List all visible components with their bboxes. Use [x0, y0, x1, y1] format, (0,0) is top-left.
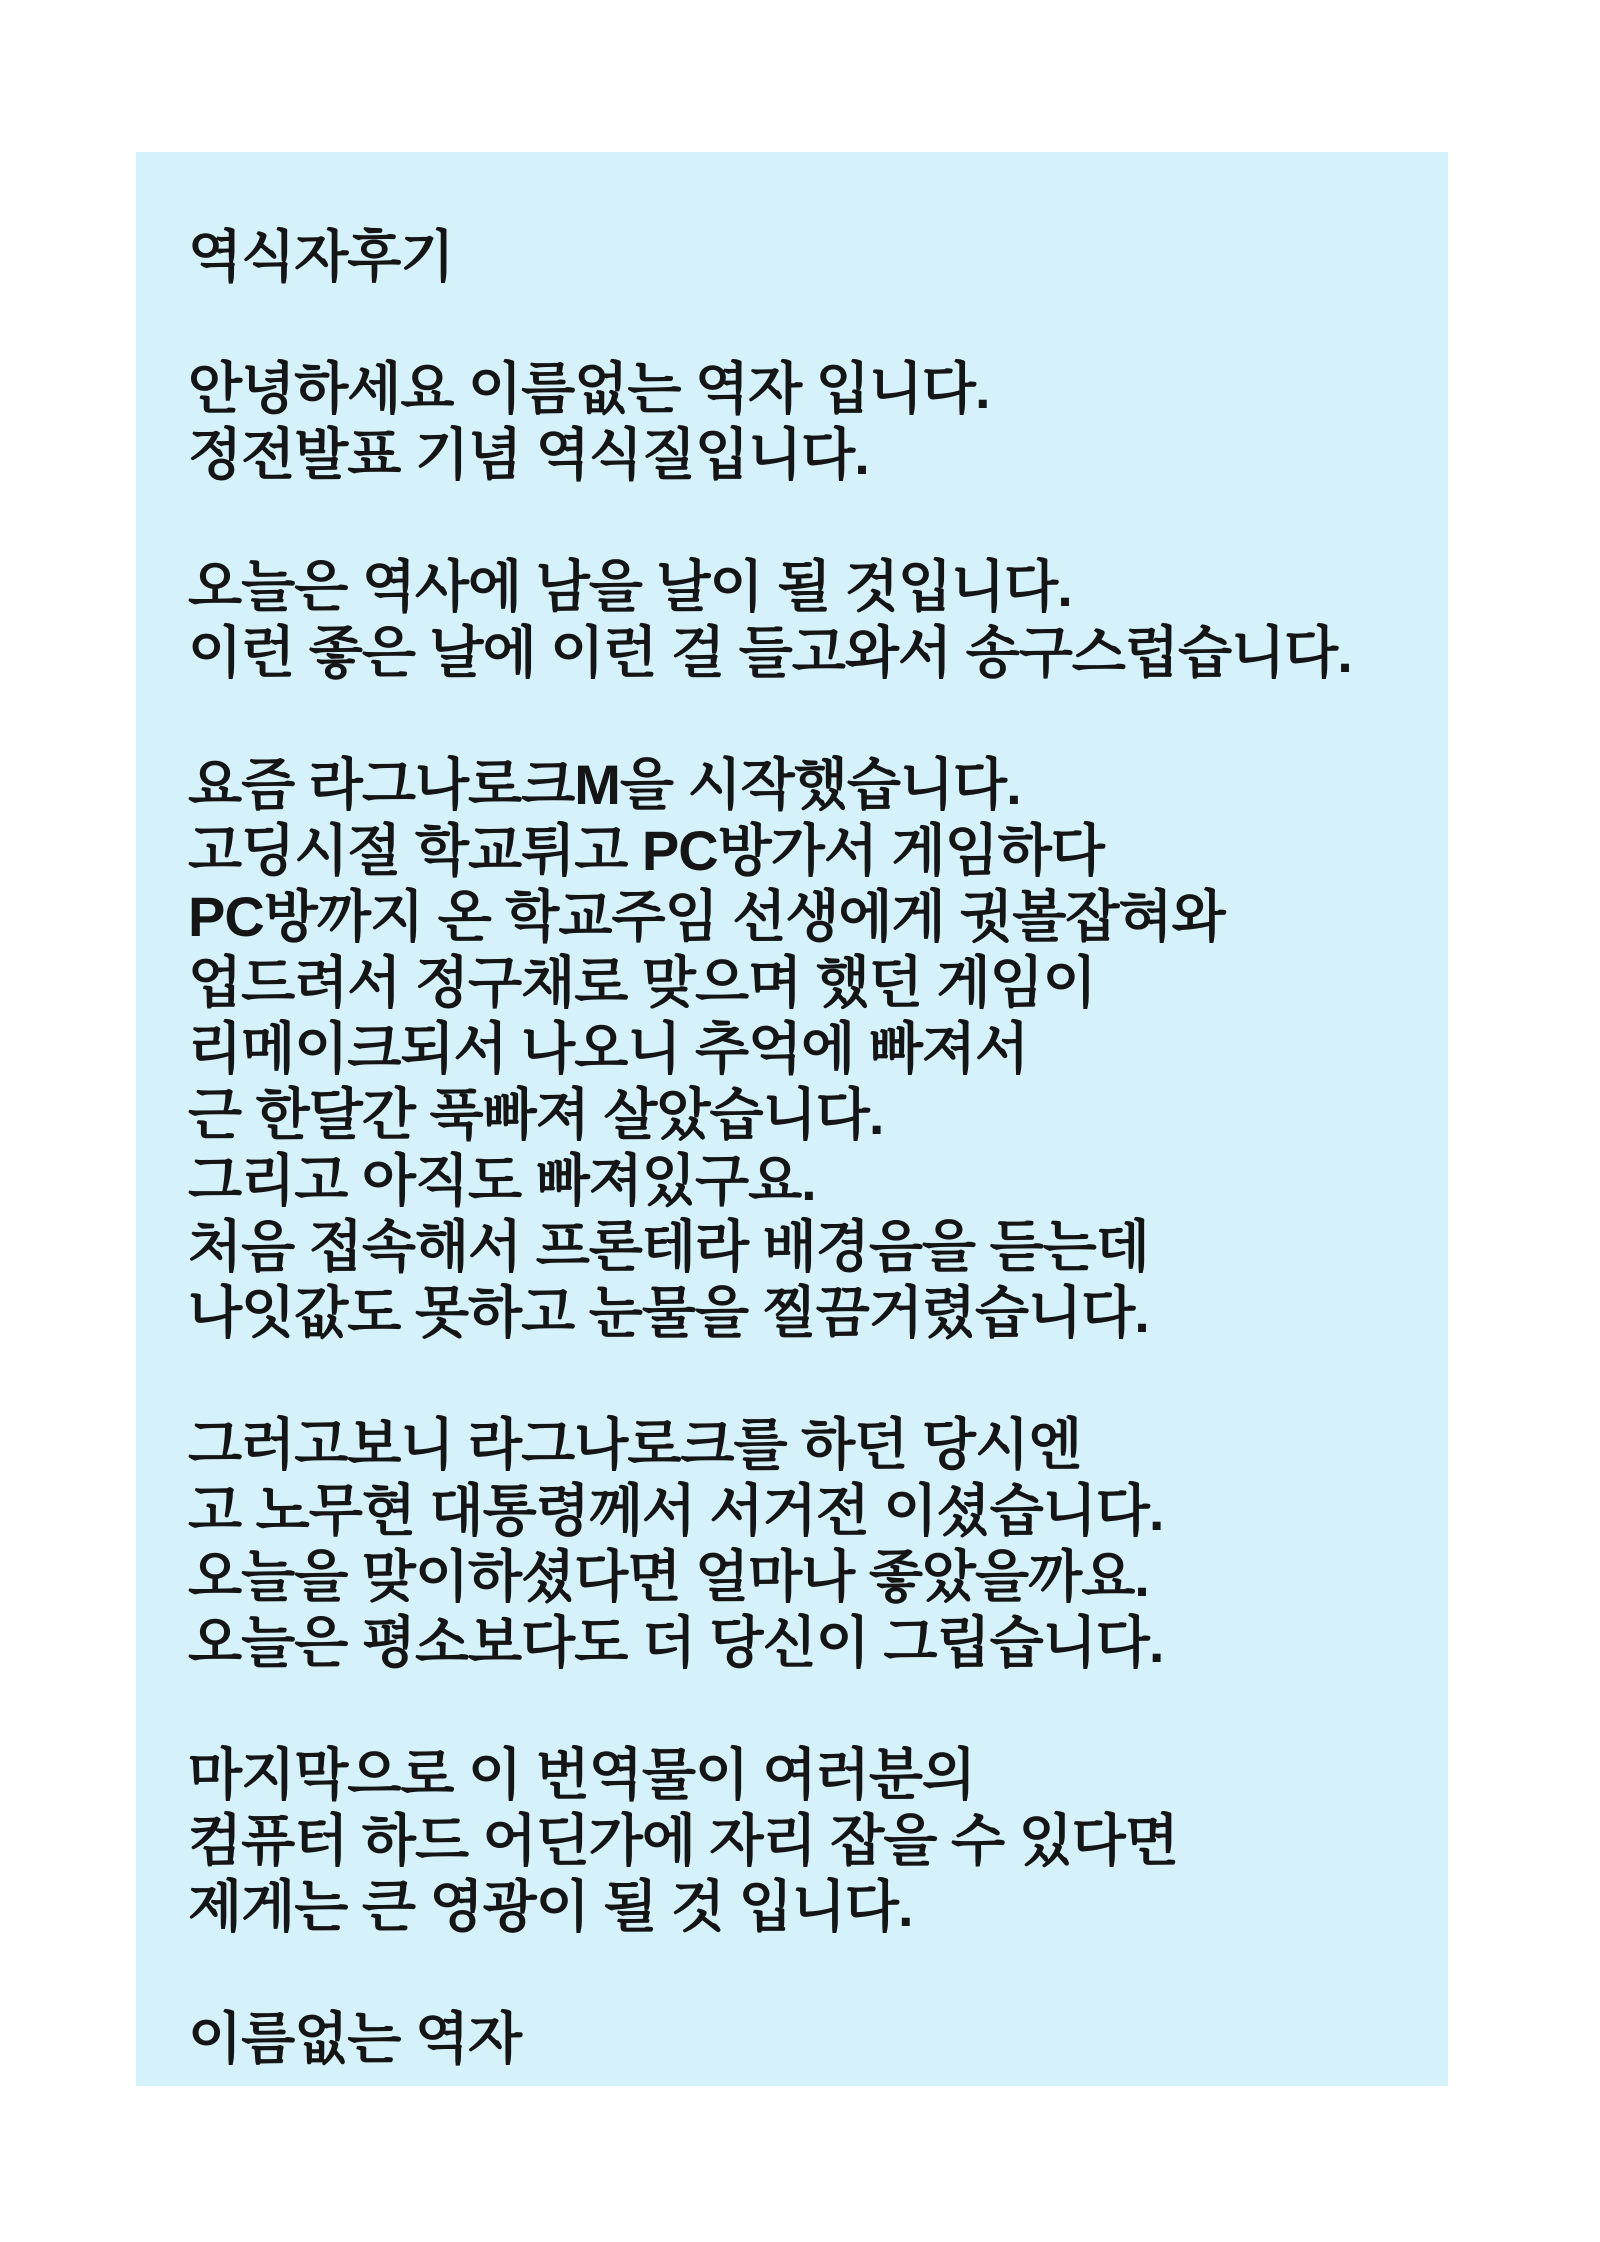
- text-line: 근 한달간 푹빠져 살았습니다.: [188, 1083, 884, 1146]
- text-line: 요즘 라그나로크M을 시작했습니다.: [188, 753, 1021, 816]
- signature: 이름없는 역자: [188, 2007, 522, 2070]
- paragraph-closing: [188, 1742, 1418, 1940]
- translator-note-content: [136, 152, 1448, 2072]
- text-line: 제게는 큰 영광이 될 것 입니다.: [188, 1875, 913, 1938]
- text-line: 안녕하세요 이름없는 역자 입니다.: [188, 357, 990, 420]
- text-line: 업드려서 정구채로 맞으며 했던 게임이: [188, 951, 1096, 1014]
- translator-note-panel: [136, 152, 1448, 2086]
- text-line: 처음 접속해서 프론테라 배경음을 듣는데: [188, 1215, 1149, 1278]
- text-line: 이런 좋은 날에 이런 걸 들고와서 송구스럽습니다.: [188, 621, 1352, 684]
- paragraph-historic-day: [188, 554, 1418, 686]
- text-line: 고 노무현 대통령께서 서거전 이셨습니다.: [188, 1479, 1164, 1542]
- text-line: 고딩시절 학교튀고 PC방가서 게임하다: [188, 819, 1104, 882]
- text-line: 리메이크되서 나오니 추억에 빠져서: [188, 1017, 1029, 1080]
- text-line: 마지막으로 이 번역물이 여러분의: [188, 1743, 976, 1806]
- page-title: 역식자후기: [188, 225, 454, 288]
- text-line: 컴퓨터 하드 어딘가에 자리 잡을 수 있다면: [188, 1809, 1178, 1872]
- text-line: PC방까지 온 학교주임 선생에게 귓볼잡혀와: [188, 885, 1225, 948]
- text-line: 그러고보니 라그나로크를 하던 당시엔: [188, 1413, 1082, 1476]
- text-line: 나잇값도 못하고 눈물을 찔끔거렸습니다.: [188, 1281, 1149, 1344]
- text-line: 오늘은 역사에 남을 날이 될 것입니다.: [188, 555, 1072, 618]
- text-line: 정전발표 기념 역식질입니다.: [188, 423, 869, 486]
- paragraph-remembrance: [188, 1412, 1418, 1676]
- paragraph-ragnarok-memories: [188, 752, 1418, 1346]
- text-line: 그리고 아직도 빠져있구요.: [188, 1149, 816, 1212]
- text-line: 오늘은 평소보다도 더 당신이 그립습니다.: [188, 1611, 1164, 1674]
- text-line: 오늘을 맞이하셨다면 얼마나 좋았을까요.: [188, 1545, 1149, 1608]
- paragraph-greeting: [188, 356, 1418, 488]
